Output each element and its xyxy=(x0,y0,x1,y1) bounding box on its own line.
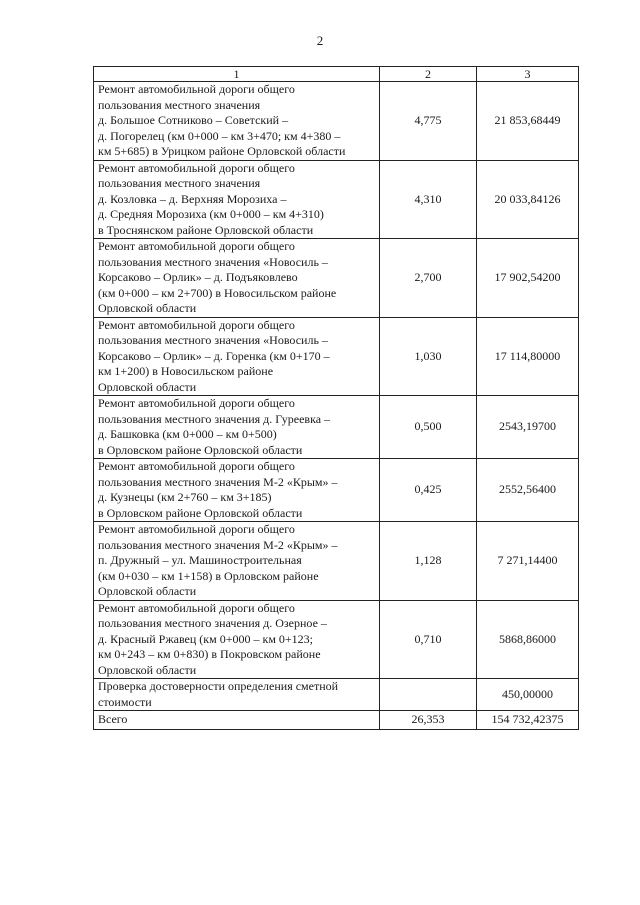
page-number: 2 xyxy=(316,33,324,48)
row-description xyxy=(94,317,380,396)
row-description-text: Ремонт автомобильной дороги общего пользования местного значения д. Козловка – д. Верхняя Морозиха – д. Средняя Морозиха (км 0+000 – км 4+310) в Троснянском районе Орловской области xyxy=(98,160,324,237)
table-row xyxy=(94,82,579,161)
row-cost: 20 033,84126 xyxy=(477,160,579,239)
row-cost: 2543,19700 xyxy=(477,396,579,459)
row-length: 1,030 xyxy=(380,317,477,396)
row-description xyxy=(94,679,380,711)
row-length: 0,425 xyxy=(380,459,477,522)
row-description xyxy=(94,459,380,522)
row-description-text: Проверка достоверности определения сметной стоимости xyxy=(98,679,339,709)
table-row xyxy=(94,522,579,601)
row-cost: 5868,86000 xyxy=(477,600,579,679)
table-row xyxy=(94,459,579,522)
row-cost: 450,00000 xyxy=(477,679,579,711)
total-length: 26,353 xyxy=(380,711,477,730)
total-label: Всего xyxy=(94,711,380,730)
row-description-text: Ремонт автомобильной дороги общего пользования местного значения д. Гуреевка – д. Башковка (км 0+000 – км 0+500) в Орловском районе Орловской области xyxy=(98,396,331,457)
header-cell-2: 2 xyxy=(380,67,477,82)
row-length: 4,310 xyxy=(380,160,477,239)
header-cell-1: 1 xyxy=(94,67,380,82)
row-description xyxy=(94,82,380,161)
budget-table xyxy=(93,66,579,730)
table-row xyxy=(94,239,579,318)
table-row xyxy=(94,679,579,711)
row-description-text: Ремонт автомобильной дороги общего пользования местного значения М-2 «Крым» – п. Дружный – ул. Машиностроительная (км 0+030 – км 1+158) в Орловском районе Орловской области xyxy=(98,522,338,598)
row-length: 0,500 xyxy=(380,396,477,459)
row-description-text: Ремонт автомобильной дороги общего пользования местного значения «Новосиль – Корсаково – Орлик» – д. Подъяковлево (км 0+000 – км 2+700) в Новосильском районе Орловской области xyxy=(98,239,337,315)
row-description-text: Ремонт автомобильной дороги общего пользования местного значения д. Большое Сотниково – Советский – д. Погорелец (км 0+000 – км 3+470; км 4+380 – км 5+685) в Урицком районе Орловской области xyxy=(98,82,346,158)
row-description xyxy=(94,600,380,679)
table-row xyxy=(94,396,579,459)
row-description xyxy=(94,522,380,601)
row-length: 0,710 xyxy=(380,600,477,679)
row-cost: 21 853,68449 xyxy=(477,82,579,161)
row-description-text: Ремонт автомобильной дороги общего пользования местного значения «Новосиль – Корсаково – Орлик» – д. Горенка (км 0+170 – км 1+200) в Новосильском районе Орловской области xyxy=(98,317,330,394)
row-cost: 7 271,14400 xyxy=(477,522,579,601)
table-row xyxy=(94,317,579,396)
table-row xyxy=(94,160,579,239)
row-description xyxy=(94,239,380,318)
row-cost: 17 902,54200 xyxy=(477,239,579,318)
table-header-row xyxy=(94,67,579,82)
row-description-text: Ремонт автомобильной дороги общего пользования местного значения М-2 «Крым» – д. Кузнецы (км 2+760 – км 3+185) в Орловском районе Орловской области xyxy=(98,459,338,520)
table-row xyxy=(94,600,579,679)
row-length: 1,128 xyxy=(380,522,477,601)
row-length xyxy=(380,679,477,711)
total-row xyxy=(94,711,579,730)
row-description xyxy=(94,160,380,239)
row-length: 4,775 xyxy=(380,82,477,161)
row-description xyxy=(94,396,380,459)
total-cost: 154 732,42375 xyxy=(477,711,579,730)
row-cost: 2552,56400 xyxy=(477,459,579,522)
row-description-text: Ремонт автомобильной дороги общего пользования местного значения д. Озерное – д. Красный Ржавец (км 0+000 – км 0+123; км 0+243 – км 0+830) в Покровском районе Орловской области xyxy=(98,600,327,677)
header-cell-3: 3 xyxy=(477,67,579,82)
row-cost: 17 114,80000 xyxy=(477,317,579,396)
row-length: 2,700 xyxy=(380,239,477,318)
